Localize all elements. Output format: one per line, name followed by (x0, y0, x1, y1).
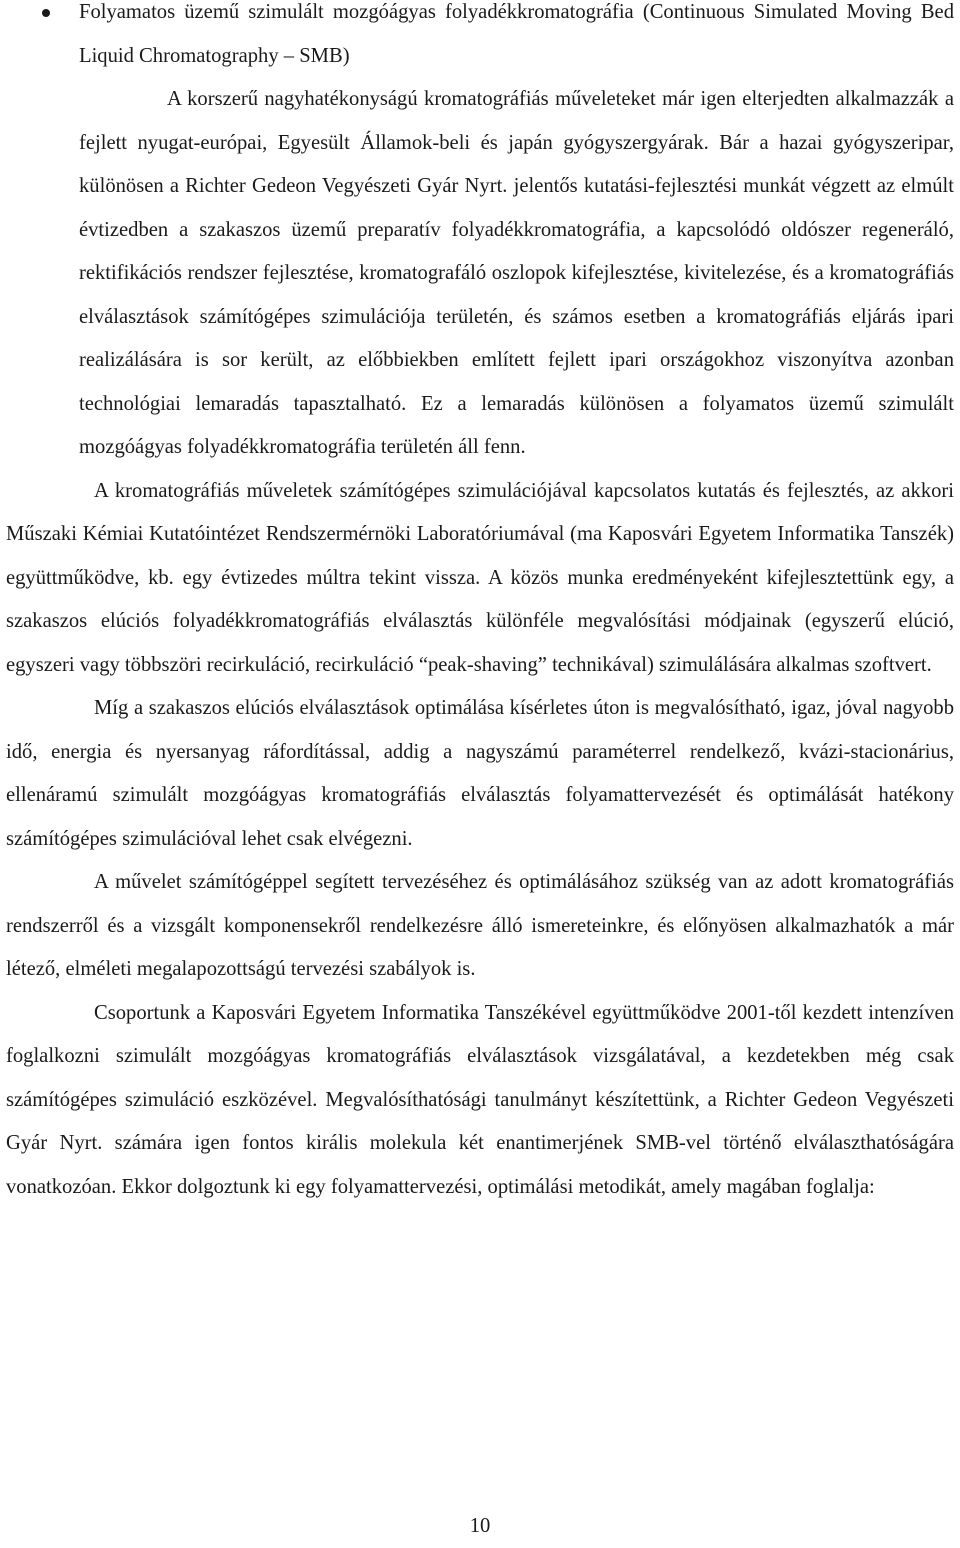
page-number: 10 (469, 1515, 491, 1537)
bullet-list-item (6, 0, 954, 470)
paragraph-4: A művelet számítógéppel segített tervezéséhez és optimálásához szükség van az adott kromatográfiás rendszerről és a vizsgált komponensekről rendelkezésre álló ismereteinkre, és előnyösen alkalmazhatók a már létező, elméleti megalapozottságú tervezési szabályok is. (6, 871, 954, 980)
paragraph-5: Csoportunk a Kaposvári Egyetem Informatika Tanszékével együttműködve 2001-től kezdett intenzíven foglalkozni szimulált mozgóágyas kromatográfiás elválasztások vizsgálatával, a kezdetekben még csak számítógépes szimuláció eszközével. Megvalósíthatósági tanulmányt készítettünk, a Richter Gedeon Vegyészeti Gyár Nyrt. számára igen fontos királis molekula két enantimerjének SMB-vel történő elválaszthatóságára vonatkozóan. Ekkor dolgoztunk ki egy folyamattervezési, optimálási metodikát, amely magában foglalja: (6, 1001, 954, 1198)
bullet-heading: Folyamatos üzemű szimulált mozgóágyas folyadékkromatográfia (Continuous Simulated Moving Bed Liquid Chromatography – SMB) (79, 1, 954, 67)
bullet-icon (42, 9, 50, 17)
paragraph-3: Míg a szakaszos elúciós elválasztások optimálása kísérletes úton is megvalósítható, igaz, jóval nagyobb idő, energia és nyersanyag ráfordítással, addig a nagyszámú paraméterrel rendelkező, kvázi-stacionárius, ellenáramú szimulált mozgóágyas kromatográfiás elválasztás folyamattervezését és optimálását hatékony számítógépes szimulációval lehet csak elvégezni. (6, 697, 954, 850)
paragraph-2: A kromatográfiás műveletek számítógépes szimulációjával kapcsolatos kutatás és fejlesztés, az akkori Műszaki Kémiai Kutatóintézet Rendszermérnöki Laboratóriumával (ma Kaposvári Egyetem Informatika Tanszék) együttműködve, kb. egy évtizedes múltra tekint vissza. A közös munka eredményeként kifejlesztettünk egy, a szakaszos elúciós folyadékkromatográfiás elválasztás különféle megvalósítási módjainak (egyszerű elúció, egyszeri vagy többszöri recirkuláció, recirkuláció “peak-shaving” technikával) szimulálására alkalmas szoftvert. (6, 479, 954, 676)
paragraph-1: A korszerű nagyhatékonyságú kromatográfiás műveleteket már igen elterjedten alkalmazzák a fejlett nyugat-európai, Egyesült Államok-beli és japán gyógyszergyárak. Bár a hazai gyógyszeripar, különösen a Richter Gedeon Vegyészeti Gyár Nyrt. jelentős kutatási-fejlesztési munkát végzett az elmúlt évtizedben a szakaszos üzemű preparatív folyadékkromatográfia, a kapcsolódó oldószer regeneráló, rektifikációs rendszer fejlesztése, kromatografáló oszlopok kifejlesztése, kivitelezése, és a kromatográfiás elválasztások számítógépes szimulációja területén, és számos esetben a kromatográfiás eljárás ipari realizálására is sor került, az előbbiekben említett fejlett ipari országokhoz viszonyítva azonban technológiai lemaradás tapasztalható. Ez a lemaradás különösen a folyamatos üzemű szimulált mozgóágyas folyadékkromatográfia területén áll fenn. (79, 88, 954, 458)
document-page (6, 0, 954, 1209)
